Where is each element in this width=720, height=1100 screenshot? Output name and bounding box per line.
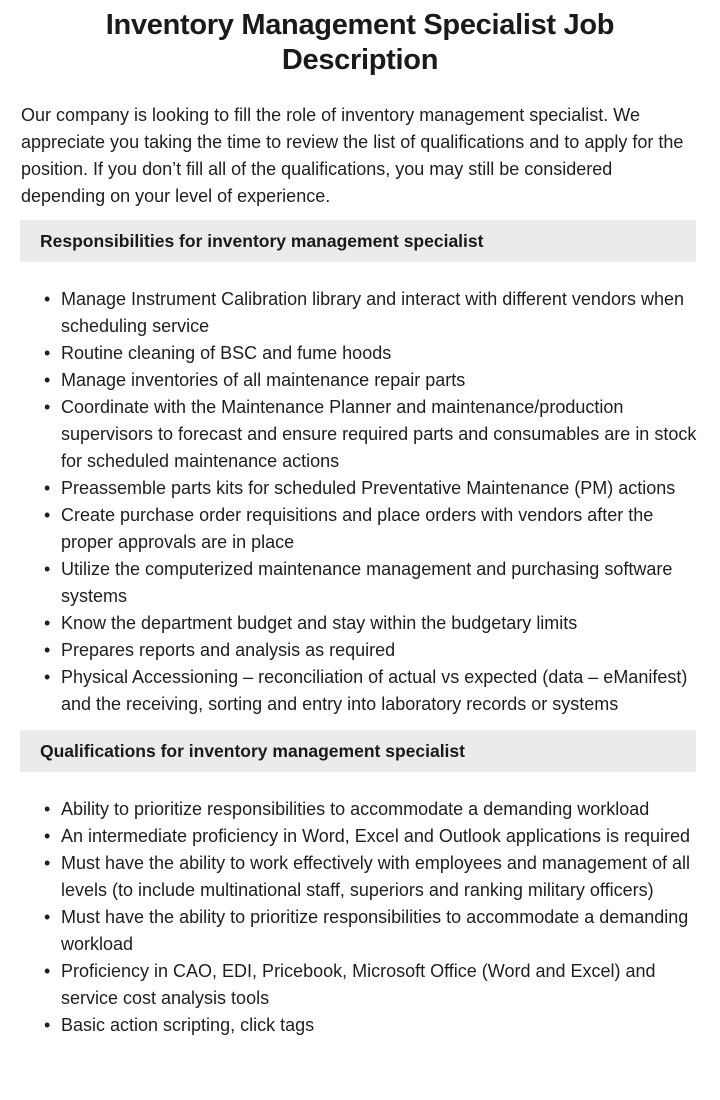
list-item: • Create purchase order requisitions and place orders with vendors after the proper approvals are in place	[0, 502, 700, 556]
job-description-document	[0, 8, 720, 1100]
list-item: • Know the department budget and stay within the budgetary limits	[0, 610, 700, 637]
list-item: • Must have the ability to prioritize responsibilities to accommodate a demanding workload	[0, 904, 700, 958]
list-item: • Manage inventories of all maintenance repair parts	[0, 367, 700, 394]
qualifications-list	[0, 796, 700, 1039]
intro-paragraph: Our company is looking to fill the role of inventory management specialist. We appreciate you taking the time to review the list of qualifications and to apply for the position. If you don’t fill all of the qualifications, you may still be considered depending on your level of experience.	[21, 105, 684, 206]
list-item: • Basic action scripting, click tags	[0, 1012, 700, 1039]
page-title: Inventory Management Specialist Job Description	[105, 9, 615, 76]
list-item: • Prepares reports and analysis as required	[0, 637, 700, 664]
list-item: • Preassemble parts kits for scheduled Preventative Maintenance (PM) actions	[0, 475, 700, 502]
section-heading-qualifications: Qualifications for inventory management specialist	[20, 730, 696, 772]
section-heading-responsibilities: Responsibilities for inventory management specialist	[20, 220, 696, 262]
list-item: • Coordinate with the Maintenance Planner and maintenance/production supervisors to forecast and ensure required parts and consumables are in stock for scheduled maintenance actions	[0, 394, 700, 475]
list-item: • An intermediate proficiency in Word, Excel and Outlook applications is required	[0, 823, 700, 850]
list-item: • Must have the ability to work effectively with employees and management of all levels (to include multinational staff, superiors and ranking military officers)	[0, 850, 700, 904]
list-item: • Physical Accessioning – reconciliation of actual vs expected (data – eManifest) and the receiving, sorting and entry into laboratory records or systems	[0, 664, 700, 718]
list-item: • Utilize the computerized maintenance management and purchasing software systems	[0, 556, 700, 610]
list-item: • Manage Instrument Calibration library and interact with different vendors when scheduling service	[0, 286, 700, 340]
responsibilities-list	[0, 286, 700, 718]
list-item: • Routine cleaning of BSC and fume hoods	[0, 340, 700, 367]
list-item: • Ability to prioritize responsibilities to accommodate a demanding workload	[0, 796, 700, 823]
list-item: • Proficiency in CAO, EDI, Pricebook, Microsoft Office (Word and Excel) and service cost analysis tools	[0, 958, 700, 1012]
